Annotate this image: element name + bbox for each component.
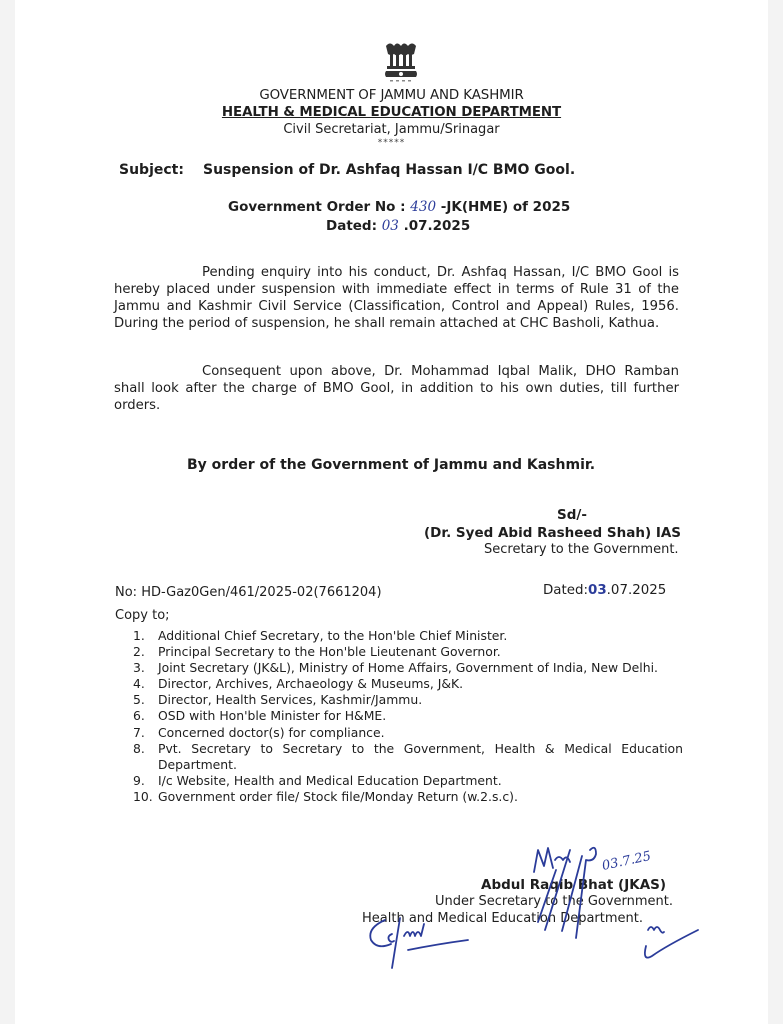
signatory-department: Health and Medical Education Department. <box>362 911 643 926</box>
reference-date-suffix: .07.2025 <box>606 583 667 598</box>
reference-number: No: HD-Gaz0Gen/461/2025-02(7661204) <box>115 585 382 600</box>
by-order-line: By order of the Government of Jammu and Kashmir. <box>187 457 596 473</box>
copy-to-item <box>133 676 683 692</box>
copy-to-item <box>133 789 683 805</box>
copy-to-list <box>133 628 683 805</box>
signatory-name: Abdul Raqib Bhat (JKAS) <box>481 877 667 893</box>
copy-item-number: 8. <box>133 740 145 756</box>
copy-item-text: OSD with Hon'ble Minister for H&ME. <box>158 708 387 724</box>
body-paragraph-2-text: Consequent upon above, Dr. Mohammad Iqbal Malik, DHO Ramban shall look after the charge of BMO Gool, in addition to his own duties, till further orders. <box>114 364 679 413</box>
copy-item-number: 4. <box>133 676 145 692</box>
order-date-suffix: .07.2025 <box>403 218 471 234</box>
subject-text: Suspension of Dr. Ashfaq Hassan I/C BMO Gool. <box>203 162 576 178</box>
signatory-designation: Under Secretary to the Government. <box>435 894 674 909</box>
copy-item-text: Principal Secretary to the Hon'ble Lieutenant Governor. <box>158 644 501 660</box>
order-date-line <box>326 218 470 234</box>
copy-item-number: 5. <box>133 692 145 708</box>
copy-item-text: Joint Secretary (JK&L), Ministry of Home Affairs, Government of India, New Delhi. <box>158 660 658 676</box>
copy-to-item <box>133 725 683 741</box>
copy-to-item <box>133 773 683 789</box>
order-day-handwritten: 03 <box>381 218 399 234</box>
body-paragraph-1-text: Pending enquiry into his conduct, Dr. Ashfaq Hassan, I/C BMO Gool is hereby placed under suspension with immediate effect in terms of Rule 31 of the Jammu and Kashmir Civil Service (Classification, Control and Appeal) Rules, 1956. During the period of suspension, he shall remain attached at CHC Basholi, Kathua. <box>114 265 679 331</box>
sd-mark: Sd/- <box>557 507 587 523</box>
order-number-line <box>228 199 570 215</box>
order-number-prefix: Government Order No : <box>228 199 406 215</box>
reference-dated-label: Dated: <box>543 583 589 598</box>
copy-item-text: Government order file/ Stock file/Monday Return (w.2.s.c). <box>158 788 518 804</box>
copy-to-label: Copy to; <box>115 608 170 623</box>
copy-item-text: Additional Chief Secretary, to the Hon'ble Chief Minister. <box>158 628 508 643</box>
state-emblem-icon <box>378 40 424 84</box>
subject-label: Subject: <box>119 162 184 178</box>
copy-to-item <box>133 741 683 773</box>
reference-day-handwritten: 03 <box>588 583 607 598</box>
copy-item-text: Director, Health Services, Kashmir/Jammu. <box>158 692 423 708</box>
copy-item-number: 7. <box>133 724 145 740</box>
document-page <box>15 0 768 1024</box>
department-title: HEALTH & MEDICAL EDUCATION DEPARTMENT <box>221 105 562 120</box>
order-dated-label: Dated: <box>326 218 377 234</box>
copy-to-item <box>133 660 683 676</box>
copy-to-item <box>133 644 683 660</box>
copy-to-item <box>133 628 683 644</box>
order-number-suffix: -JK(HME) of 2025 <box>440 199 571 215</box>
handwritten-signature-date: 03.7.25 <box>600 848 653 874</box>
header-separator: ***** <box>377 138 406 148</box>
copy-item-number: 2. <box>133 644 145 660</box>
copy-item-text: Director, Archives, Archaeology & Museums, J&K. <box>158 676 464 692</box>
secretary-designation: Secretary to the Government. <box>484 542 679 557</box>
body-paragraph-2 <box>114 363 679 414</box>
copy-item-text: Concerned doctor(s) for compliance. <box>158 724 385 740</box>
department-address: Civil Secretariat, Jammu/Srinagar <box>283 122 500 137</box>
copy-item-number: 10. <box>133 788 153 804</box>
copy-item-text: Pvt. Secretary to Secretary to the Government, Health & Medical Education Department. <box>158 740 683 772</box>
copy-item-number: 9. <box>133 772 145 788</box>
secretary-name: (Dr. Syed Abid Rasheed Shah) IAS <box>424 525 682 541</box>
copy-to-item <box>133 708 683 724</box>
government-title: GOVERNMENT OF JAMMU AND KASHMIR <box>259 88 524 103</box>
copy-to-item <box>133 692 683 708</box>
body-paragraph-1 <box>114 264 679 332</box>
copy-item-text: I/c Website, Health and Medical Education Department. <box>158 772 502 788</box>
copy-item-number: 1. <box>133 628 145 643</box>
copy-item-number: 6. <box>133 708 145 724</box>
order-number-handwritten: 430 <box>410 199 437 215</box>
reference-date <box>543 583 666 598</box>
copy-item-number: 3. <box>133 660 145 676</box>
